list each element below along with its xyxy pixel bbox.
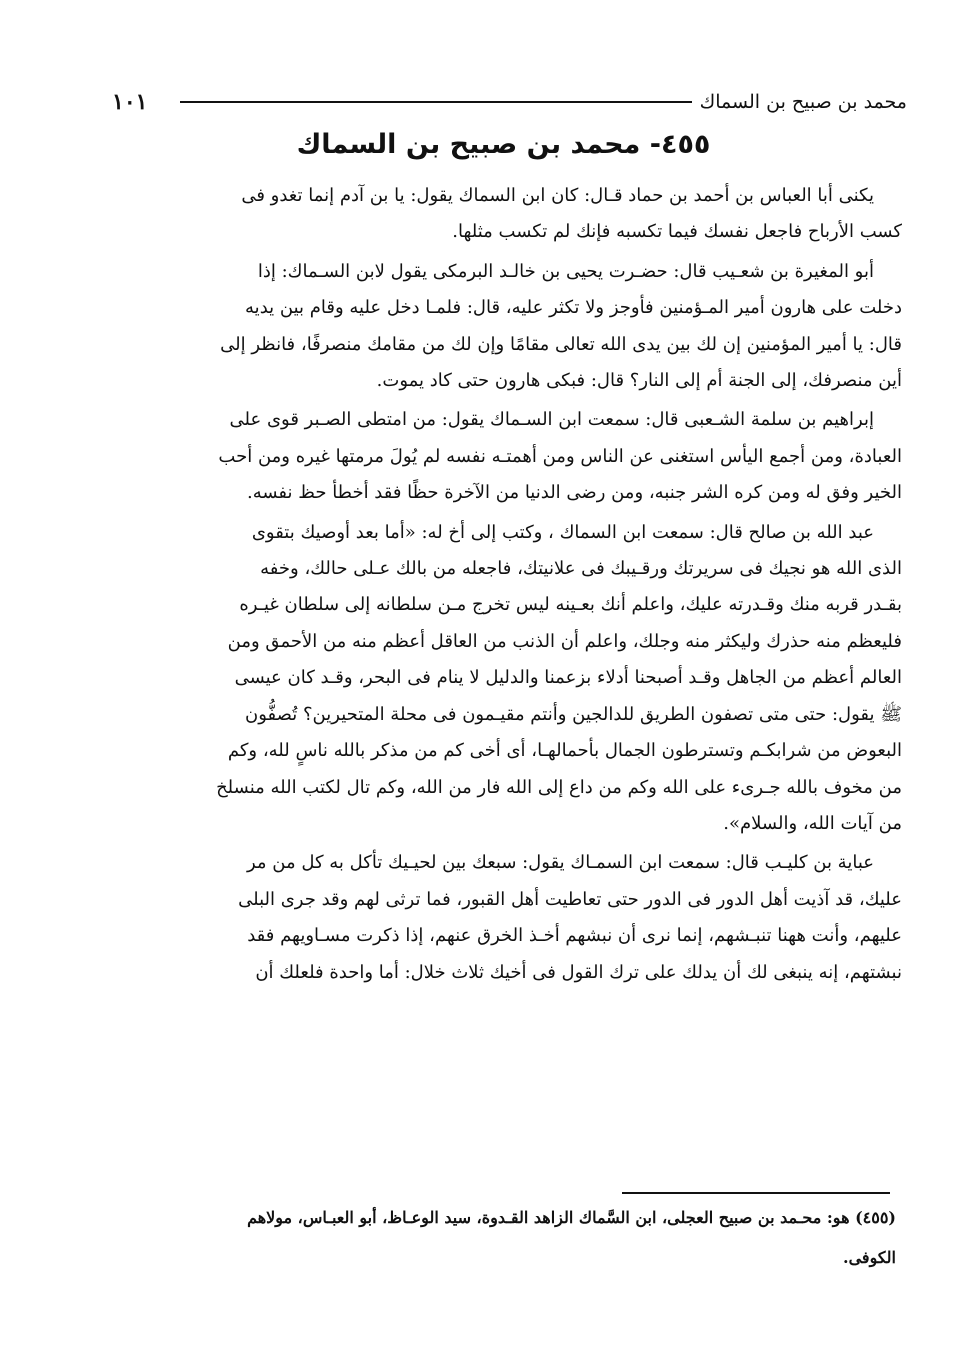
paragraph-4-line-1: عبد الله بن صالح قال: سمعت ابن السماك ، وكتب إلى أخ له: «أما بعد أوصيك بتقوى <box>251 521 874 543</box>
footnote-line-2: الكوفى. <box>843 1248 896 1267</box>
paragraph-5-line-4: نبشتهم، إنه ينبغى لك أن يدلك على ترك القول فى أخيك ثلاث خلال: أما واحدة فلعلك أن <box>255 961 902 983</box>
paragraph-4-line-9: من آيات الله، والسلام». <box>723 812 902 834</box>
paragraph-5-line-3: عليهم، وأنت ههنا تنبـشهم، إنما نرى أن نبشهم أخـذ الخرق عنهم، إذا ذكرت مسـاويهم فقد <box>247 925 902 947</box>
paragraph-5-line-1: عباية بن كليـب قال: سمعت ابن السمـاك يقول: سبعك بين لحيـيك تأكل به كل من مر <box>246 852 874 874</box>
body-text <box>100 178 902 991</box>
paragraph-3-line-3: الخير وفق له ومن كره الشر جنبه، ومن رضى الدنيا من الآخرة حظًا فقد أخطأ حظ نفسه. <box>247 482 902 504</box>
paragraph-4-line-3: بقـدر قربه منك وقـدرته عليك، واعلم أنك بعـينه ليس تخرج مـن سلطانه إلى سلطان غيـره <box>239 594 902 616</box>
footnote-rule <box>622 1192 890 1194</box>
paragraph-5-line-2: عليك، قد آذيت أهل الدور فى الدور حتى تعاطيت أهل القبور، فما ترثى لهم وقد جرى البلى <box>238 888 902 910</box>
entry-heading: ٤٥٥- محمد بن صبيح بن السماك <box>296 129 711 160</box>
running-header <box>112 82 907 122</box>
running-title: محمد بن صبيح بن السماك <box>699 91 907 113</box>
paragraph-1-line-2: كسب الأرباح فاجعل نفسك فيما تكسبه فإنك لم تكسب مثلها. <box>452 221 902 243</box>
paragraph-4-line-7: البعوض من شرابكـم وتسترطون الجمال بأحمالهـا، أى أخى كم من مذكر بالله ناسٍ لله، وكم <box>227 740 902 762</box>
page-number: ١٠١ <box>112 89 148 115</box>
footnote <box>100 1198 896 1278</box>
paragraph-2-line-2: دخلت على هارون أمير المـؤمنين فأوجز ولا تكثر عليه، قال: فلمـا دخل عليه وقام بين يديه <box>245 297 902 319</box>
paragraph-4-line-5: العالم أعظم من الجاهل وقـد أصبحنا أدلاء بزعمنا والدليل لا ينام فى البحر، وقـد كان عيسى <box>234 667 902 689</box>
footnote-line-1: (٤٥٥) هو: محـمد بن صبيح العجلى، ابن السَّماك الزاهد القـدوة، سيد الوعـاظ، أبو العبـاس، مولاهم <box>247 1208 896 1227</box>
paragraph-4-line-2: الذى الله هو نجيك فى سريرتك ورقـيبك فى علانيتك، فاجعله من بالك عـلى حالك، وخفه <box>260 558 902 580</box>
header-rule <box>180 101 692 103</box>
paragraph-4-line-8: من مخوف بالله جـرىء على الله وكم من داع إلى الله فار من الله، وكم تال لكتب الله منسلخ <box>216 776 902 798</box>
paragraph-3-line-2: العبادة، ومن أجمع اليأس استغنى عن الناس ومن أهمتـه نفسه لم يُولَ مرمتها غيره ومن أحب <box>218 445 902 467</box>
paragraph-1-line-1: يكنى أبا العباس بن أحمد بن حماد قـال: كان ابن السماك يقول: يا بن آدم إنما تغدو فى <box>241 185 874 206</box>
paragraph-3-line-1: إبراهيم بن سلمة الشـعبى قال: سمعت ابن السـماك يقول: من امتطى الصـبر قوى على <box>229 409 874 431</box>
paragraph-4-line-6: ﷺ يقول: حتى متى تصفون الطريق للدالجين وأنتم مقيـمون فى محلة المتحيرين؟ تُصفُّون <box>245 703 902 725</box>
paragraph-4-line-4: فليعظم منه حذرك وليكثر منه وجلك، واعلم أن الذنب من العاقل أعظم منه من الأحمق ومن <box>227 630 902 652</box>
paragraph-2-line-4: أين منصرفك، إلى الجنة أم إلى النار؟ قال: فبكى هارون حتى كاد يموت. <box>376 370 902 392</box>
paragraph-2-line-3: قال: يا أمير المؤمنين إن لك بين يدى الله تعالى مقامًا وإن لك من مقامك منصرفًا، فانظر إلى <box>220 333 902 355</box>
paragraph-2-line-1: أبو المغيرة بن شعـيب قال: حضـرت يحيى بن خالـد البرمكى يقول لابن السـماك: إذا <box>257 260 874 282</box>
